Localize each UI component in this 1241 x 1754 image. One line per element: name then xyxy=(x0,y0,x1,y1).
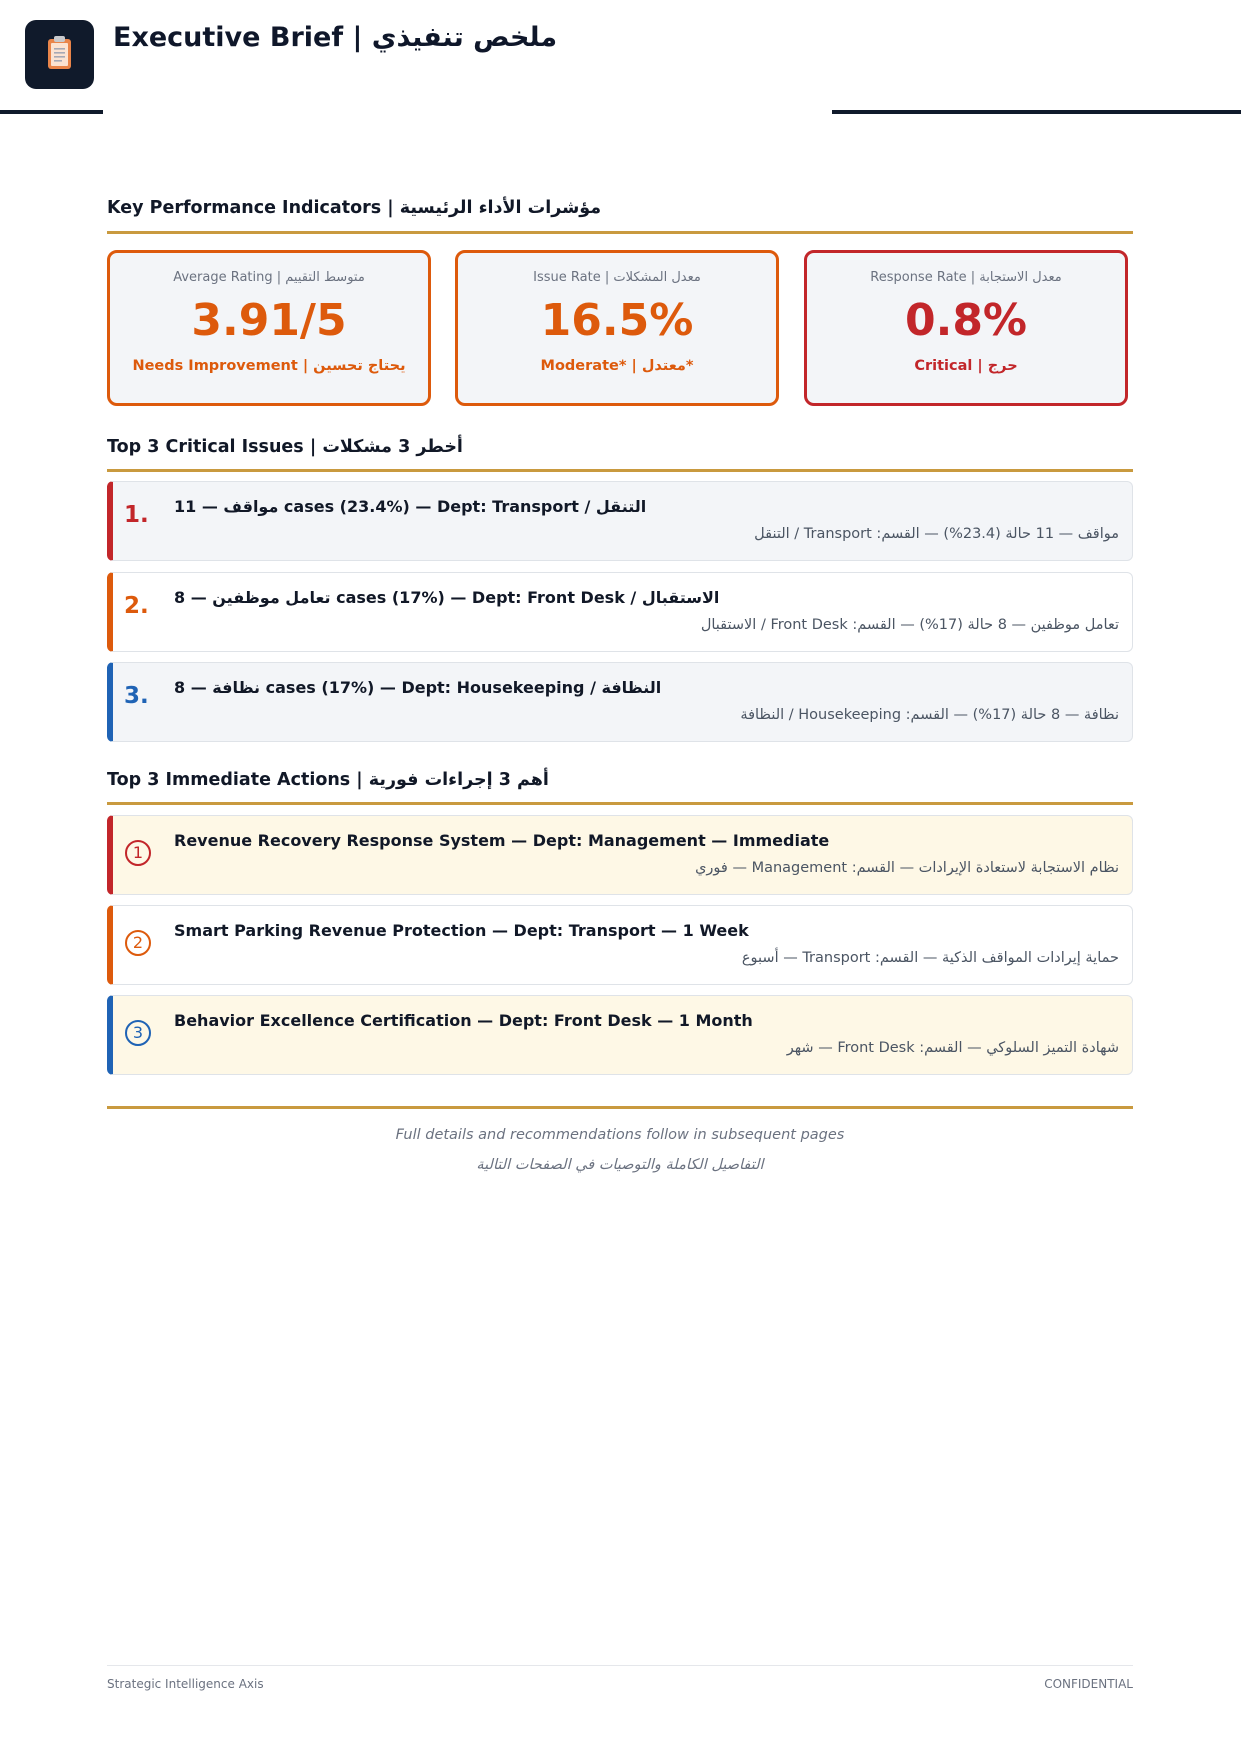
kpi-card-issue-rate xyxy=(455,250,779,406)
kpi-label: Response Rate | معدل الاستجابة xyxy=(870,270,1062,285)
kpi-section-title: Key Performance Indicators | مؤشرات الأداء الرئيسية xyxy=(107,198,602,218)
kpi-label: Issue Rate | معدل المشكلات xyxy=(533,270,701,285)
kpi-label: Average Rating | متوسط التقييم xyxy=(173,270,365,285)
action-subtitle: نظام الاستجابة لاستعادة الإيرادات — القسم: Management — فوري xyxy=(695,860,1119,876)
page-title: Executive Brief | ملخص تنفيذي xyxy=(113,22,558,53)
issue-title: 8 — نظافة cases (17%) — Dept: Housekeeping / النظافة xyxy=(174,678,662,697)
kpi-status: Critical | حرج xyxy=(914,358,1018,374)
action-number-badge: 2 xyxy=(125,930,151,956)
action-subtitle: شهادة التميز السلوكي — القسم: Front Desk — شهر xyxy=(786,1040,1119,1056)
issue-card-2 xyxy=(107,572,1133,652)
issue-number: 1. xyxy=(124,502,149,528)
kpi-value: 0.8% xyxy=(904,295,1028,346)
issue-subtitle: نظافة — 8 حالة (17%) — القسم: Housekeeping / النظافة xyxy=(740,707,1119,723)
closing-note-ar: التفاصيل الكاملة والتوصيات في الصفحات التالية xyxy=(476,1157,764,1173)
actions-section-title: Top 3 Immediate Actions | أهم 3 إجراءات فورية xyxy=(107,770,549,790)
issue-number: 3. xyxy=(124,683,149,709)
kpi-status: Needs Improvement | يحتاج تحسين xyxy=(132,358,406,374)
footer-brand: Strategic Intelligence Axis xyxy=(107,1677,264,1691)
action-card-3 xyxy=(107,995,1133,1075)
action-number-badge: 3 xyxy=(125,1020,151,1046)
action-title: Smart Parking Revenue Protection — Dept: Transport — 1 Week xyxy=(174,921,749,940)
issue-title: 8 — تعامل موظفين cases (17%) — Dept: Front Desk / الاستقبال xyxy=(174,588,720,607)
action-subtitle: حماية إيرادات المواقف الذكية — القسم: Transport — أسبوع xyxy=(741,950,1119,966)
action-title: Revenue Recovery Response System — Dept: Management — Immediate xyxy=(174,831,830,850)
issues-section-title: Top 3 Critical Issues | أخطر 3 مشكلات xyxy=(107,437,463,457)
issues-section-divider xyxy=(107,469,1133,472)
clipboard-icon xyxy=(25,20,94,89)
issue-subtitle: تعامل موظفين — 8 حالة (17%) — القسم: Front Desk / الاستقبال xyxy=(700,617,1119,633)
header-divider-left xyxy=(0,110,103,114)
header-divider-right xyxy=(832,110,1241,114)
action-card-1 xyxy=(107,815,1133,895)
closing-divider xyxy=(107,1106,1133,1109)
issue-card-1 xyxy=(107,481,1133,561)
issue-number: 2. xyxy=(124,593,149,619)
brand-logo xyxy=(25,20,94,89)
kpi-section-divider xyxy=(107,231,1133,234)
actions-section-divider xyxy=(107,802,1133,805)
action-card-2 xyxy=(107,905,1133,985)
action-title: Behavior Excellence Certification — Dept: Front Desk — 1 Month xyxy=(174,1011,753,1030)
footer-divider xyxy=(107,1665,1133,1666)
kpi-card-response-rate xyxy=(804,250,1128,406)
issue-title: 11 — مواقف cases (23.4%) — Dept: Transport / التنقل xyxy=(174,497,647,516)
kpi-value: 16.5% xyxy=(540,295,694,346)
footer-confidential-label: CONFIDENTIAL xyxy=(1044,1677,1133,1691)
kpi-value: 3.91/5 xyxy=(191,295,347,346)
issue-card-3 xyxy=(107,662,1133,742)
closing-note-en: Full details and recommendations follow in subsequent pages xyxy=(395,1127,845,1143)
kpi-card-average-rating xyxy=(107,250,431,406)
kpi-status: Moderate* | معتدل* xyxy=(540,358,694,374)
action-number-badge: 1 xyxy=(125,840,151,866)
issue-subtitle: مواقف — 11 حالة (23.4%) — القسم: Transport / التنقل xyxy=(754,526,1119,542)
